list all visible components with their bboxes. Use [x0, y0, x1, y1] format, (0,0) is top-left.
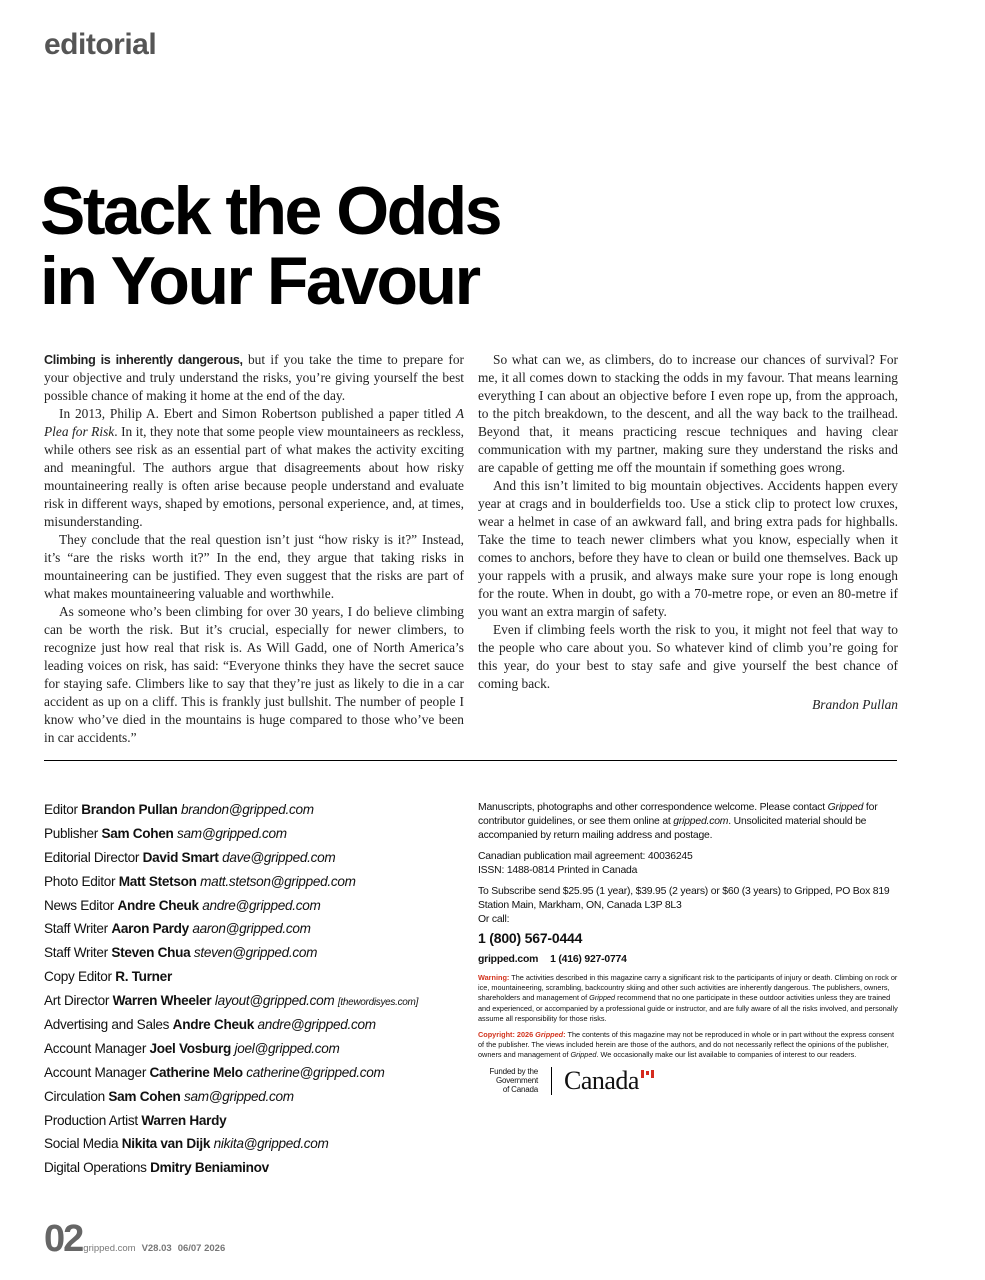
masthead-name: Andre Cheuk: [172, 1017, 254, 1033]
masthead-name: Catherine Melo: [149, 1064, 243, 1080]
section-label: editorial: [44, 28, 157, 61]
masthead-name: Aaron Pardy: [111, 921, 189, 937]
masthead-role: Publisher: [44, 825, 98, 841]
warning-text: The activities described in this magazine carry a significant risk to the participants of injury or death. Climbing on rock or ice, mountaineering, scrambling, backcountry skiing and other such activities are inherently dangerous. The publishers, owners, shareholders and management of: [478, 973, 898, 1003]
footer-date: 06/07 2026: [177, 1243, 226, 1254]
website-link[interactable]: gripped.com: [673, 816, 729, 827]
copyright-label: Copyright: 2026 Gripped:: [478, 1030, 566, 1040]
masthead-name: R. Turner: [115, 969, 172, 985]
masthead-name: David Smart: [142, 849, 219, 865]
masthead-name: Joel Vosburg: [149, 1040, 232, 1056]
subscribe-text: To Subscribe send $25.95 (1 year), $39.95 (2 years) or $60 (3 years) to Gripped, PO Box 819 Station Main, Markham, ON, Canada L3P 8L3: [478, 886, 890, 911]
masthead-email[interactable]: dave@gripped.com: [222, 849, 336, 865]
issn: ISSN: 1488-0814 Printed in Canada: [478, 865, 638, 876]
article-paragraph: As someone who’s been climbing for over 30 years, I do believe climbing can be worth the risk. But it’s crucial, especially for newer climbers, to recognize just how real that risk is. As Will Gadd, one of North America’s leading voices on risk, has said: “Everyone thinks they have the secret sauce for staying safe. Climbers like to say that they’re just as likely to die in a car accident as up on a cliff. This is frankly just bullshit. The number of people I know who’ve died in the mountains is huge compared to those who’ve been in car accidents.”: [44, 604, 464, 745]
headline-line-1: Stack the Odds: [40, 173, 501, 249]
canada-wordmark: Canada: [564, 1074, 639, 1088]
masthead-role: Editor: [44, 802, 78, 817]
masthead-name: Steven Chua: [111, 945, 191, 961]
warning-text: recommend that no one participate in these outdoor activities unless they are trained and experienced, or accompanied by a professional guide or instructor, and are fully aware of all the risks involved, and personally assume all responsibility for those risks.: [478, 993, 898, 1023]
info-text: . Unsolicited material should be accompanied by return mailing address and postage.: [478, 816, 867, 841]
contact-line: [478, 953, 898, 967]
masthead-email[interactable]: steven@gripped.com: [193, 945, 318, 961]
masthead-row: [44, 800, 418, 824]
masthead-name: Sam Cohen: [108, 1088, 181, 1104]
masthead-extra-link[interactable]: [thewordisyes.com]: [337, 997, 419, 1009]
copyright-text: The contents of this magazine may not be reproduced in whole or in part without the express consent of the publisher. The views included herein are those of the authors, and do not necessarily reflect the opinions of the publisher, owners and management of: [478, 1030, 895, 1060]
masthead-row: [44, 1063, 418, 1087]
masthead-name: Andre Cheuk: [117, 897, 199, 913]
manuscripts-note: [478, 801, 898, 843]
masthead-email[interactable]: layout@gripped.com: [214, 993, 335, 1009]
page-footer: [44, 1218, 225, 1261]
masthead-row: [44, 1134, 418, 1158]
article-text: In 2013, Philip A. Ebert and Simon Robertson published a paper titled: [59, 406, 456, 421]
article-paragraph: Even if climbing feels worth the risk to you, it might not feel that way to the people who care about you. So whatever kind of climb you’re going for this year, do your best to stay safe and give yourself the best chance of coming back.: [478, 622, 898, 691]
headline-line-2: in Your Favour: [40, 243, 479, 319]
masthead-role: Production Artist: [44, 1112, 138, 1128]
article-text: . In it, they note that some people view mountaineers as reckless, while others see risk as an essential part of what makes the activity exciting and meaningful. The authors argue that disagreements about how risky mountaineering really is often arise because people understand and evaluate risk in different ways, shaped by emotions, personal experience, and, at times, misunderstanding.: [44, 424, 464, 529]
subscribe-info: [478, 885, 898, 927]
masthead-name: Brandon Pullan: [81, 802, 178, 817]
masthead-role: Circulation: [44, 1088, 105, 1104]
masthead-row: [44, 919, 418, 943]
masthead-row: [44, 872, 418, 896]
masthead-name: Warren Hardy: [141, 1112, 227, 1128]
masthead-email[interactable]: andre@gripped.com: [257, 1017, 376, 1033]
masthead-role: Advertising and Sales: [44, 1017, 170, 1033]
masthead-role: Account Manager: [44, 1040, 147, 1056]
masthead-email[interactable]: brandon@gripped.com: [180, 802, 314, 817]
masthead-email[interactable]: andre@gripped.com: [202, 897, 321, 913]
publication-info: [478, 801, 898, 1095]
article-lead: Climbing is inherently dangerous,: [44, 353, 243, 367]
headline: [40, 173, 501, 319]
website-link[interactable]: gripped.com: [478, 954, 539, 965]
masthead-role: News Editor: [44, 897, 114, 913]
article-paragraph: So what can we, as climbers, do to increase our chances of survival? For me, it all comes down to stacking the odds in my favour. That means learning everything I can about an objective before I even rope up, from the approach, to the pitch breakdown, to the descent, and all the way back to the trailhead. Beyond that, it means practicing rescue techniques and having clear communication with my partner, making sure they understand the risks and are capable of getting me off the mountain if something goes wrong.: [478, 352, 898, 475]
government-funding-logo: [478, 1067, 898, 1095]
masthead-row: [44, 1111, 418, 1135]
page-number: 02: [44, 1218, 83, 1260]
masthead-role: Editorial Director: [44, 849, 140, 865]
masthead-email[interactable]: sam@gripped.com: [177, 825, 287, 841]
footer-volume: V28.03: [141, 1243, 172, 1254]
masthead-row: [44, 967, 418, 991]
magazine-name: Gripped: [589, 993, 616, 1003]
local-phone[interactable]: 1 (416) 927-0774: [550, 954, 627, 965]
copyright-text: . We occasionally make our list available to companies of interest to our readers.: [596, 1050, 857, 1060]
article-paragraph: They conclude that the real question isn’t just “how risky is it?” Instead, it’s “are the risks worth it?” In the end, they argue that taking risks in mountaineering can be justified. They even suggest that the risks are part of what makes mountaineering valuable and worthwhile.: [44, 532, 464, 601]
paper-title: A Plea for Risk: [44, 406, 464, 439]
masthead-email[interactable]: sam@gripped.com: [183, 1088, 294, 1104]
masthead-row: [44, 1087, 418, 1111]
masthead-role: Account Manager: [44, 1064, 147, 1080]
masthead-row: [44, 1039, 418, 1063]
masthead-role: Copy Editor: [44, 969, 112, 985]
masthead-row: [44, 896, 418, 920]
masthead-name: Warren Wheeler: [112, 993, 212, 1009]
masthead-name: Matt Stetson: [118, 873, 197, 889]
magazine-name: Gripped: [570, 1050, 597, 1060]
masthead-row: [44, 1158, 418, 1182]
canada-flag-icon: [641, 1070, 654, 1078]
divider-rule: [44, 760, 897, 761]
article-paragraph: And this isn’t limited to big mountain objectives. Accidents happen every year at crags and in boulderfields too. Use a stick clip to protect low cruxes, wear a helmet in case of an awkward fall, and bring extra pads for highballs. Take the time to teach newer climbers what you know, especially when it comes to anchors, before they have to clean or build one themselves. Back up your rappels with a prusik, and always make sure your rope is long enough for the route. When in doubt, go with a 70-metre rope, or even an 80-metre if you want an extra margin of safety.: [478, 478, 898, 619]
masthead-role: Social Media: [44, 1136, 119, 1152]
article-column-right: [478, 351, 898, 714]
masthead-email[interactable]: aaron@gripped.com: [192, 921, 311, 937]
footer-site[interactable]: gripped.com: [83, 1243, 136, 1254]
logo-divider: [551, 1067, 552, 1095]
masthead-role: Art Director: [44, 993, 110, 1009]
masthead-name: Sam Cohen: [101, 825, 174, 841]
or-call-label: Or call:: [478, 914, 510, 925]
masthead-row: [44, 824, 418, 848]
masthead-role: Photo Editor: [44, 873, 116, 889]
article-column-left: [44, 351, 464, 747]
article-paragraph: [44, 351, 464, 405]
masthead-row: [44, 1015, 418, 1039]
masthead-row: [44, 943, 418, 967]
info-text: for contributor guidelines, or see them online at: [478, 802, 878, 827]
masthead-email[interactable]: nikita@gripped.com: [213, 1136, 329, 1152]
masthead-email[interactable]: catherine@gripped.com: [246, 1064, 385, 1080]
mail-agreement: Canadian publication mail agreement: 40036245: [478, 851, 693, 862]
toll-free-phone[interactable]: 1 (800) 567-0444: [478, 930, 583, 946]
masthead-list: [44, 800, 418, 1182]
article-paragraph: [44, 405, 464, 531]
registration-info: [478, 850, 898, 878]
masthead-row: [44, 991, 418, 1015]
masthead-name: Dmitry Beniaminov: [150, 1160, 269, 1176]
masthead-role: Digital Operations: [44, 1160, 147, 1176]
warning-label: Warning:: [478, 973, 510, 982]
article-lead-rest: but if you take the time to prepare for your objective and truly understand the risks, you’re giving yourself the best possible chance of making it home at the end of the day.: [44, 352, 464, 403]
copyright-notice: [478, 1030, 898, 1061]
masthead-row: [44, 848, 418, 872]
masthead-role: Staff Writer: [44, 921, 108, 937]
funded-by-text: Funded by the Government of Canada: [489, 1067, 538, 1095]
masthead-email[interactable]: joel@gripped.com: [234, 1040, 340, 1056]
masthead-role: Staff Writer: [44, 945, 108, 961]
info-text: Manuscripts, photographs and other correspondence welcome. Please contact: [478, 802, 828, 813]
masthead-name: Nikita van Dijk: [121, 1136, 211, 1152]
byline: Brandon Pullan: [812, 697, 898, 712]
magazine-name: Gripped: [827, 802, 864, 813]
masthead-email[interactable]: matt.stetson@gripped.com: [200, 873, 356, 889]
warning-notice: [478, 973, 898, 1024]
